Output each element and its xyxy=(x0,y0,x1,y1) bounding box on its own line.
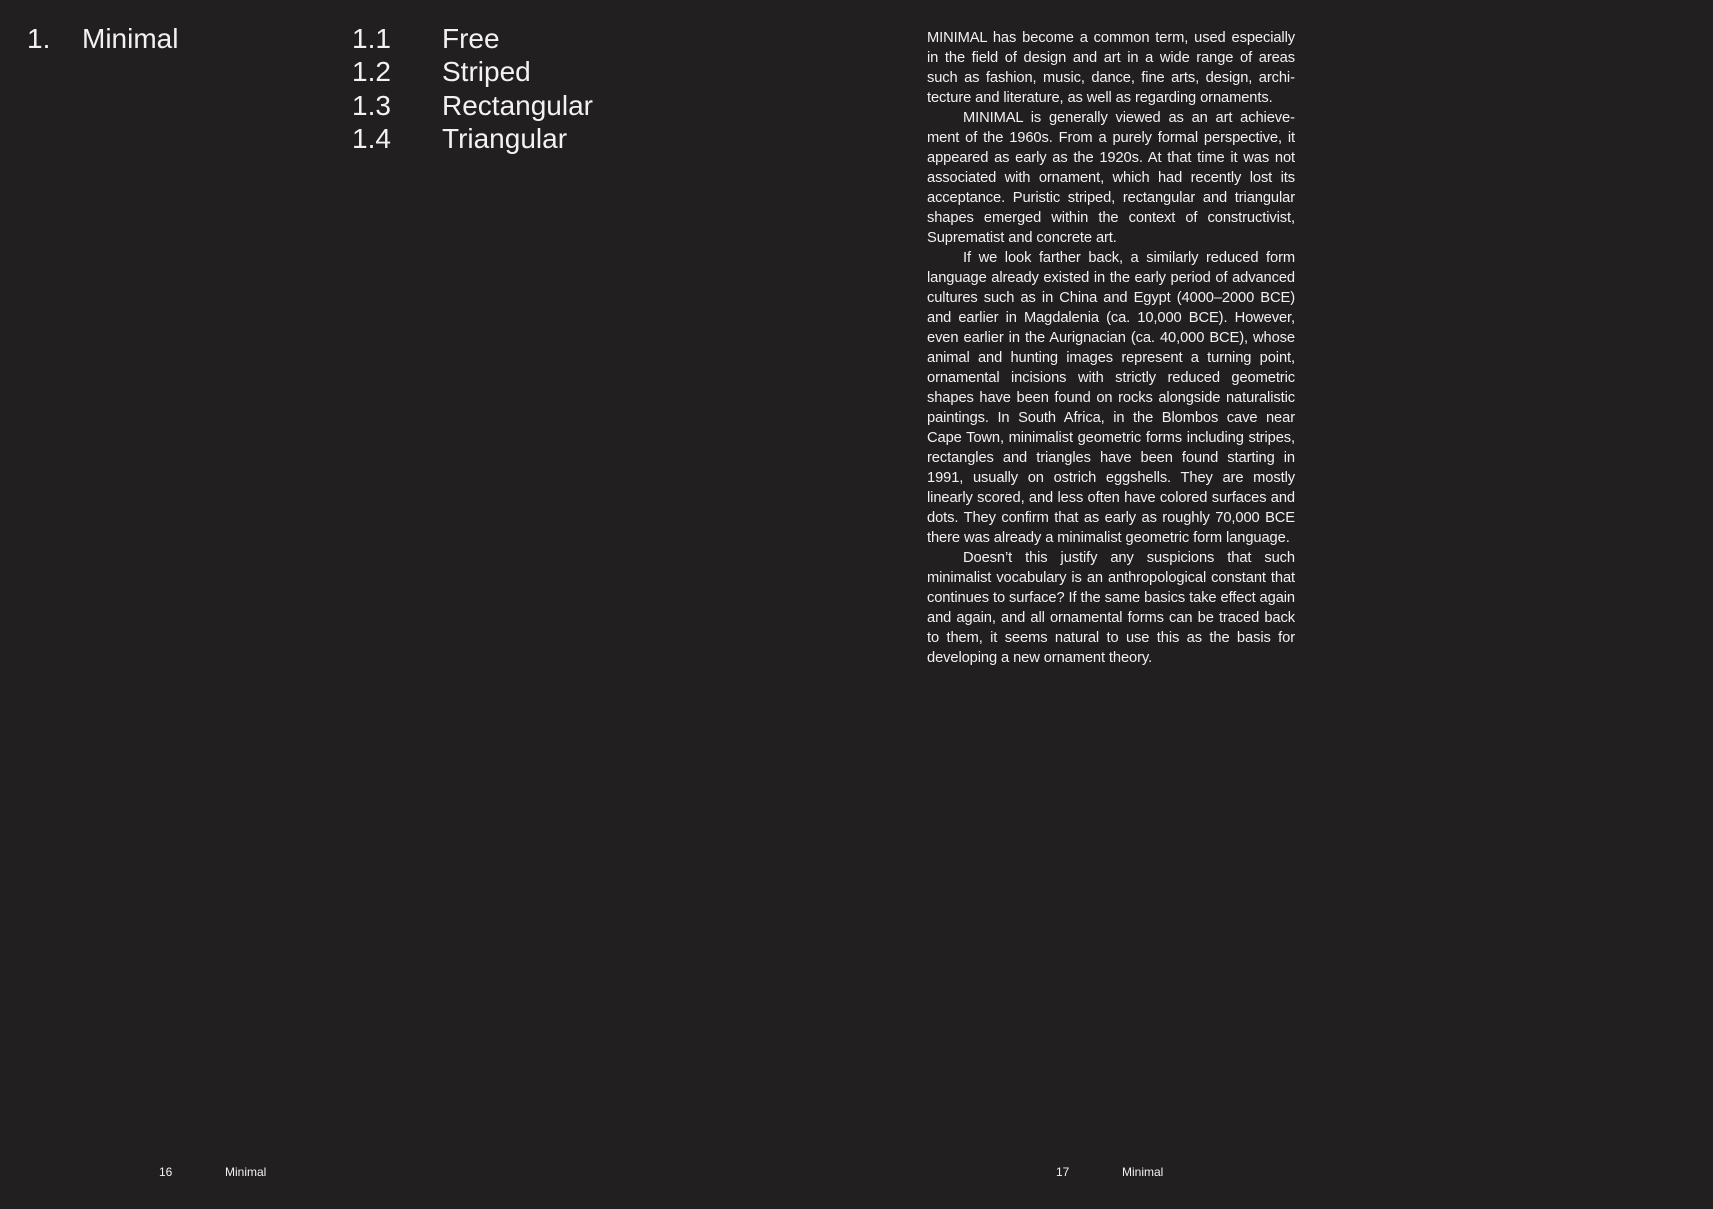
chapter-title: Minimal xyxy=(82,23,179,54)
toc-item-number: 1.2 xyxy=(352,56,391,88)
toc-item-rectangular xyxy=(352,89,732,122)
chapter-number: 1. xyxy=(27,23,51,54)
right-page-number: 17 xyxy=(1056,1165,1070,1179)
paragraph-2: MINIMAL is generally viewed as an art achievement of the 1960s. From a purely formal perspective, it appeared as early as the 1920s. At that time it was not associated with ornament, which had recently lost its acceptance. Puristic striped, rectangular and triangular shapes emerged within the context of constructivist, Suprematist and concrete art. xyxy=(927,110,1295,246)
toc-item-title: Triangular xyxy=(442,123,568,155)
toc-item-number: 1.1 xyxy=(352,23,391,54)
left-page-number: 16 xyxy=(159,1165,173,1179)
toc-item-free xyxy=(352,22,732,55)
right-running-title: Minimal xyxy=(1122,1165,1164,1179)
toc-item-triangular xyxy=(352,122,732,155)
table-of-contents xyxy=(352,22,732,156)
body-text xyxy=(927,28,1295,668)
left-running-title: Minimal xyxy=(225,1165,267,1179)
toc-item-striped xyxy=(352,55,732,88)
toc-item-title: Free xyxy=(442,23,500,54)
paragraph-4: Doesn’t this justify any suspicions that such minimalist vocabulary is an anthropological constant that continues to surface? If the same basics take effect again and again, and all ornamental forms can be traced back to them, it seems natural to use this as the basis for developing a new ornament theory. xyxy=(927,550,1295,666)
paragraph-1: MINIMAL has become a common term, used especially in the field of design and art in a wide range of areas such as fashion, music, dance, fine arts, design, architecture and literature, as well as regarding ornaments. xyxy=(927,30,1295,106)
toc-item-title: Rectangular xyxy=(442,89,593,121)
toc-item-number: 1.4 xyxy=(352,123,391,155)
paragraph-3: If we look farther back, a similarly reduced form language already existed in the early period of advanced cultures such as in China and Egypt (4000–2000 BCE) and earlier in Magdalenia (ca. 10,000 BCE). However, even earlier in the Aurignacian (ca. 40,000 BCE), whose animal and hunting images represent a turning point, ornamental incisions with strictly reduced geometric shapes have been found on rocks alongside naturalistic paintings. In South Africa, in the Blombos cave near Cape Town, minimalist geometric forms including stripes, rectangles and triangles have been found starting in 1991, usually on ostrich eggshells. They are mostly linearly scored, and less often have colored surfaces and dots. They confirm that as early as roughly 70,000 BCE there was already a minimalist geometric form language. xyxy=(927,250,1295,546)
toc-item-number: 1.3 xyxy=(352,89,391,121)
toc-item-title: Striped xyxy=(442,56,531,88)
